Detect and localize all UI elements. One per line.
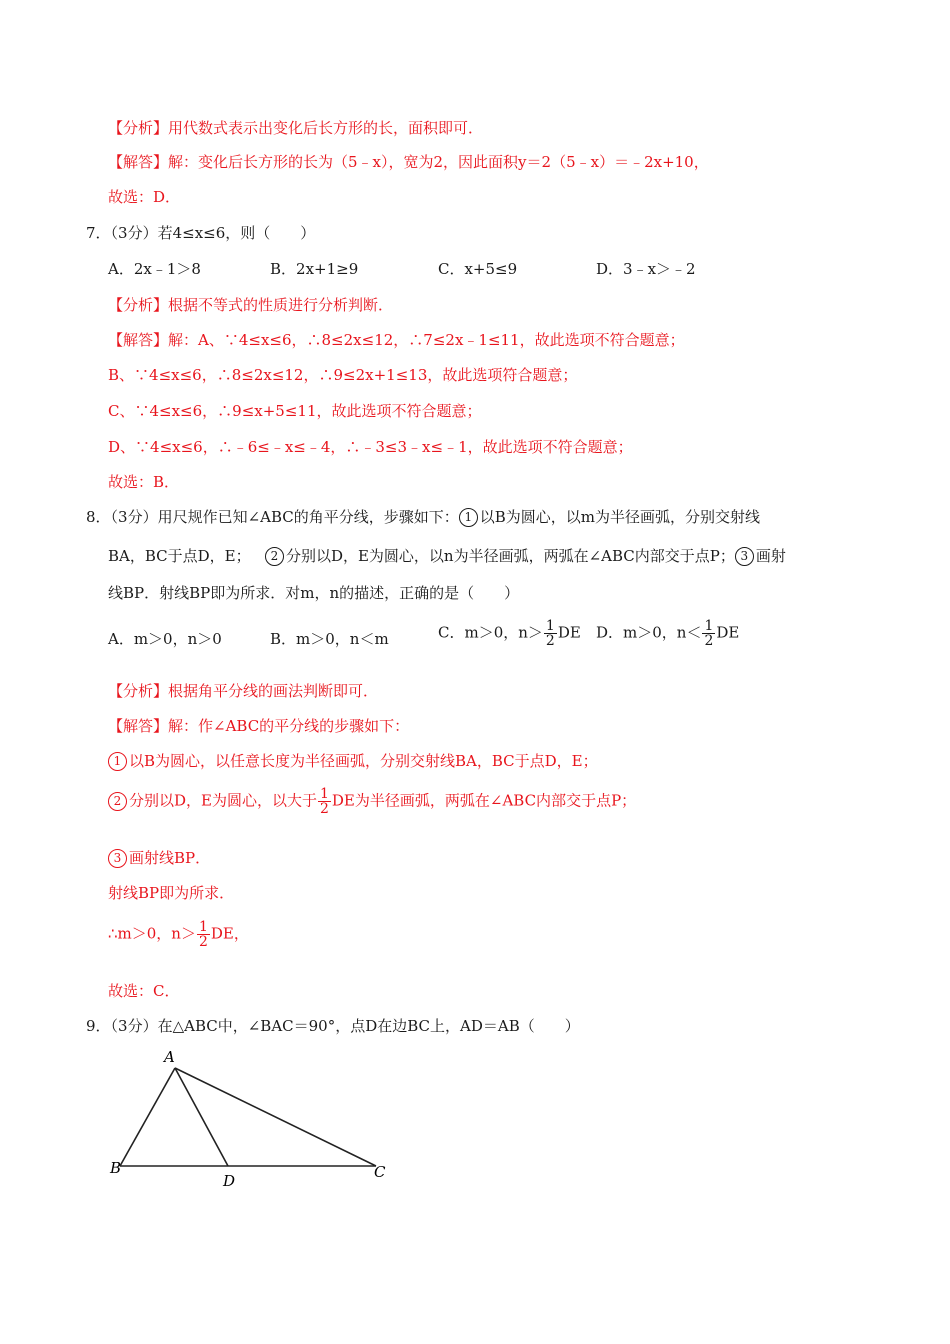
q7-option-b: B．2x+1≥9 <box>270 260 359 278</box>
vertex-label-b: B <box>110 1159 122 1177</box>
step-number-1: 1 <box>459 508 478 527</box>
vertex-label-a: A <box>164 1048 175 1066</box>
q8-analysis: 【分析】根据角平分线的画法判断即可． <box>108 682 379 700</box>
q7-stem: 7．（3分）若4≤x≤6，则（ ） <box>86 224 316 242</box>
fraction-half: $\frac{1}{2}$ <box>198 919 208 950</box>
q7-solution-line: 【解答】解：A、∵4≤x≤6，∴8≤2x≤12，∴7≤2x﹣1≤11，故此选项不符合题意； <box>108 331 685 349</box>
q8-option-d: D．m＞0，n＜ $\frac{1}{2}$ DE <box>596 618 740 649</box>
q7-analysis: 【分析】根据不等式的性质进行分析判断． <box>108 296 394 314</box>
q7-option-a: A．2x﹣1＞8 <box>108 260 201 278</box>
q8-stem-step2: 分别以D，E为圆心，以n为半径画弧，两弧在∠ABC内部交于点P； <box>285 547 735 565</box>
q7-option-c: C．x+5≤9 <box>438 260 518 278</box>
segment-ac <box>175 1068 376 1166</box>
q8-solution-step1: 1 以B为圆心，以任意长度为半径画弧，分别交射线BA，BC于点D，E； <box>108 750 598 772</box>
q7-solution-line: D、∵4≤x≤6，∴﹣6≤﹣x≤﹣4，∴﹣3≤3﹣x≤﹣1，故此选项不符合题意； <box>108 438 633 456</box>
vertex-label-c: C <box>374 1163 386 1181</box>
q8-stem-points: BA，BC于点D，E； <box>108 547 251 565</box>
q8-solution-step2: 2 分别以D，E为圆心，以大于 $\frac{1}{2}$ DE为半径画弧，两弧在∠ABC内部交于点P； <box>108 787 636 816</box>
q8-stem-line3: 线BP．射线BP即为所求．对m，n的描述，正确的是（ ） <box>108 584 520 602</box>
q9-stem: 9．（3分）在△ABC中，∠BAC＝90°，点D在边BC上，AD＝AB（ ） <box>86 1017 580 1035</box>
q6-solution: 【解答】解：变化后长方形的长为（5﹣x），宽为2，因此面积y＝2（5﹣x）＝﹣2x+10， <box>108 153 709 171</box>
q7-option-d: D．3﹣x＞﹣2 <box>596 260 696 278</box>
vertex-label-d: D <box>223 1172 236 1190</box>
q8-option-c: C．m＞0，n＞ $\frac{1}{2}$ DE <box>438 618 581 649</box>
fraction-half: $\frac{1}{2}$ <box>704 618 714 649</box>
q6-analysis: 【分析】用代数式表示出变化后长方形的长，面积即可． <box>108 119 484 137</box>
q7-solution-line: C、∵4≤x≤6，∴9≤x+5≤11，故此选项不符合题意； <box>108 402 482 420</box>
step-number-2: 2 <box>265 547 284 566</box>
q8-solution-step3: 3 画射线BP． <box>108 847 210 869</box>
segment-ad <box>175 1068 228 1166</box>
q8-stem-step3: 画射 <box>755 547 786 565</box>
q8-stem-intro: 8．（3分）用尺规作已知∠ABC的角平分线，步骤如下： <box>86 508 459 526</box>
q8-option-b: B．m＞0，n＜m <box>270 630 389 648</box>
step-number-1: 1 <box>108 752 127 771</box>
q8-therefore: ∴m＞0，n＞ $\frac{1}{2}$ DE， <box>108 919 249 950</box>
q8-option-a: A．m＞0，n＞0 <box>108 630 222 648</box>
step-number-3: 3 <box>735 547 754 566</box>
segment-ab <box>120 1068 175 1166</box>
q8-answer: 故选：C． <box>108 982 180 1000</box>
q7-solution-line: B、∵4≤x≤6，∴8≤2x≤12，∴9≤2x+1≤13，故此选项符合题意； <box>108 366 578 384</box>
q8-stem-line1 <box>86 506 760 528</box>
step-number-3: 3 <box>108 849 127 868</box>
step-number-2: 2 <box>108 792 127 811</box>
q8-stem-line2 <box>108 545 786 567</box>
q7-answer: 故选：B． <box>108 473 180 491</box>
q6-answer: 故选：D． <box>108 188 181 206</box>
fraction-half: $\frac{1}{2}$ <box>545 618 555 649</box>
fraction-half: $\frac{1}{2}$ <box>319 786 329 817</box>
q8-stem-step1: 以B为圆心，以m为半径画弧，分别交射线 <box>479 508 761 526</box>
q8-ray: 射线BP即为所求． <box>108 884 235 902</box>
q8-solution-intro: 【解答】解：作∠ABC的平分线的步骤如下： <box>108 717 410 735</box>
triangle-figure <box>100 1040 400 1190</box>
